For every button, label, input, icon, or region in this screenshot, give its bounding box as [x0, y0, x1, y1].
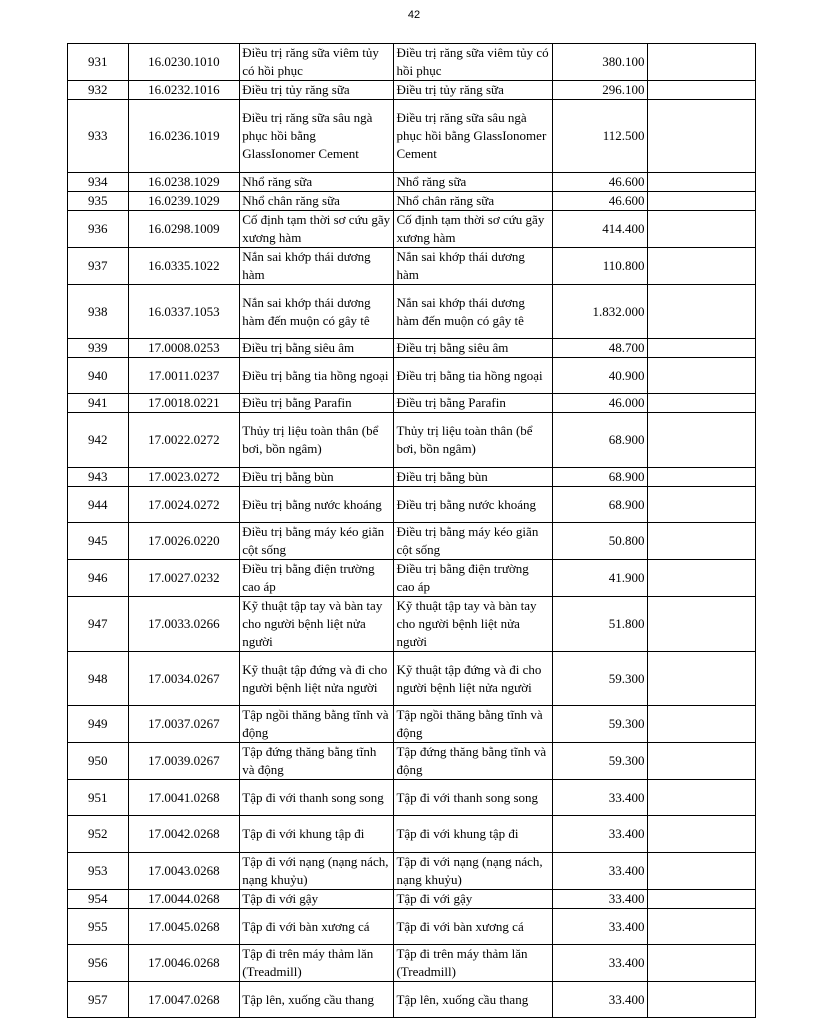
table-row: [68, 394, 756, 413]
note-cell: [647, 468, 756, 487]
table-row: [68, 413, 756, 468]
service-name-cell: Tập đi với bàn xương cá: [240, 909, 394, 945]
row-number-cell: 950: [68, 743, 129, 780]
service-code-cell: 17.0027.0232: [128, 560, 240, 597]
row-number-cell: 944: [68, 487, 129, 523]
table-row: [68, 706, 756, 743]
service-name-cell: Điều trị bằng máy kéo giãn cột sống: [240, 523, 394, 560]
service-name-approved-cell: Điều trị bằng tia hồng ngoại: [394, 358, 552, 394]
service-name-cell: Điều trị tủy răng sữa: [240, 81, 394, 100]
service-name-approved-cell: Tập đi với bàn xương cá: [394, 909, 552, 945]
table-row: [68, 358, 756, 394]
service-code-cell: 17.0041.0268: [128, 780, 240, 816]
service-name-approved-cell: Tập đi với khung tập đi: [394, 816, 552, 853]
service-code-cell: 17.0026.0220: [128, 523, 240, 560]
service-code-cell: 16.0230.1010: [128, 44, 240, 81]
service-name-approved-cell: Điều trị răng sữa viêm tủy có hồi phục: [394, 44, 552, 81]
table-row: [68, 248, 756, 285]
service-name-cell: Tập lên, xuống cầu thang: [240, 982, 394, 1018]
service-name-cell: Tập đi với gậy: [240, 890, 394, 909]
price-cell: 68.900: [552, 413, 647, 468]
note-cell: [647, 81, 756, 100]
note-cell: [647, 780, 756, 816]
service-code-cell: 17.0034.0267: [128, 652, 240, 706]
service-name-cell: Điều trị răng sữa viêm tủy có hồi phục: [240, 44, 394, 81]
price-cell: 59.300: [552, 743, 647, 780]
service-name-cell: Nhổ răng sữa: [240, 173, 394, 192]
price-cell: 296.100: [552, 81, 647, 100]
row-number-cell: 951: [68, 780, 129, 816]
table-row: [68, 909, 756, 945]
table-row: [68, 853, 756, 890]
service-name-approved-cell: Tập ngồi thăng bằng tĩnh và động: [394, 706, 552, 743]
price-table: [67, 43, 756, 1018]
service-name-approved-cell: Điều trị bằng siêu âm: [394, 339, 552, 358]
note-cell: [647, 652, 756, 706]
service-name-approved-cell: Nhổ răng sữa: [394, 173, 552, 192]
note-cell: [647, 248, 756, 285]
service-name-cell: Tập đi với thanh song song: [240, 780, 394, 816]
service-name-cell: Kỹ thuật tập tay và bàn tay cho người bệnh liệt nửa người: [240, 597, 394, 652]
price-cell: 40.900: [552, 358, 647, 394]
price-cell: 46.600: [552, 173, 647, 192]
table-row: [68, 780, 756, 816]
price-cell: 33.400: [552, 780, 647, 816]
service-name-approved-cell: Điều trị bằng máy kéo giãn cột sống: [394, 523, 552, 560]
service-name-cell: Tập đứng thăng bằng tĩnh và động: [240, 743, 394, 780]
note-cell: [647, 173, 756, 192]
row-number-cell: 943: [68, 468, 129, 487]
service-name-cell: Tập ngồi thăng bằng tĩnh và động: [240, 706, 394, 743]
service-name-approved-cell: Điều trị tủy răng sữa: [394, 81, 552, 100]
row-number-cell: 935: [68, 192, 129, 211]
price-cell: 33.400: [552, 982, 647, 1018]
note-cell: [647, 597, 756, 652]
row-number-cell: 938: [68, 285, 129, 339]
service-name-approved-cell: Nhổ chân răng sữa: [394, 192, 552, 211]
price-cell: 46.000: [552, 394, 647, 413]
service-name-approved-cell: Điều trị bằng điện trường cao áp: [394, 560, 552, 597]
price-cell: 68.900: [552, 468, 647, 487]
note-cell: [647, 211, 756, 248]
service-name-cell: Điều trị răng sữa sâu ngà phục hồi bằng GlassIonomer Cement: [240, 100, 394, 173]
service-code-cell: 16.0337.1053: [128, 285, 240, 339]
price-cell: 51.800: [552, 597, 647, 652]
row-number-cell: 934: [68, 173, 129, 192]
note-cell: [647, 100, 756, 173]
row-number-cell: 948: [68, 652, 129, 706]
price-cell: 33.400: [552, 890, 647, 909]
service-code-cell: 17.0045.0268: [128, 909, 240, 945]
row-number-cell: 949: [68, 706, 129, 743]
note-cell: [647, 413, 756, 468]
row-number-cell: 952: [68, 816, 129, 853]
table-row: [68, 339, 756, 358]
table-row: [68, 44, 756, 81]
row-number-cell: 940: [68, 358, 129, 394]
service-name-cell: Điều trị bằng tia hồng ngoại: [240, 358, 394, 394]
row-number-cell: 937: [68, 248, 129, 285]
table-row: [68, 468, 756, 487]
note-cell: [647, 523, 756, 560]
price-cell: 380.100: [552, 44, 647, 81]
table-row: [68, 285, 756, 339]
service-code-cell: 17.0022.0272: [128, 413, 240, 468]
service-code-cell: 17.0043.0268: [128, 853, 240, 890]
price-cell: 112.500: [552, 100, 647, 173]
row-number-cell: 956: [68, 945, 129, 982]
service-name-approved-cell: Thủy trị liệu toàn thân (bể bơi, bồn ngâm): [394, 413, 552, 468]
service-code-cell: 16.0232.1016: [128, 81, 240, 100]
table-row: [68, 890, 756, 909]
service-code-cell: 17.0046.0268: [128, 945, 240, 982]
table-row: [68, 560, 756, 597]
service-name-approved-cell: Tập đi với thanh song song: [394, 780, 552, 816]
service-name-approved-cell: Điều trị bằng bùn: [394, 468, 552, 487]
note-cell: [647, 44, 756, 81]
service-name-cell: Kỹ thuật tập đứng và đi cho người bệnh liệt nửa người: [240, 652, 394, 706]
row-number-cell: 957: [68, 982, 129, 1018]
service-name-cell: Điều trị bằng điện trường cao áp: [240, 560, 394, 597]
table-row: [68, 81, 756, 100]
note-cell: [647, 909, 756, 945]
table-row: [68, 743, 756, 780]
service-name-approved-cell: Điều trị răng sữa sâu ngà phục hồi bằng GlassIonomer Cement: [394, 100, 552, 173]
table-row: [68, 173, 756, 192]
service-name-cell: Nắn sai khớp thái dương hàm: [240, 248, 394, 285]
service-code-cell: 17.0047.0268: [128, 982, 240, 1018]
price-cell: 110.800: [552, 248, 647, 285]
price-cell: 1.832.000: [552, 285, 647, 339]
service-code-cell: 17.0033.0266: [128, 597, 240, 652]
service-code-cell: 17.0008.0253: [128, 339, 240, 358]
row-number-cell: 947: [68, 597, 129, 652]
note-cell: [647, 560, 756, 597]
service-name-cell: Tập đi với nạng (nạng nách, nạng khuỷu): [240, 853, 394, 890]
price-cell: 41.900: [552, 560, 647, 597]
row-number-cell: 946: [68, 560, 129, 597]
row-number-cell: 942: [68, 413, 129, 468]
service-name-approved-cell: Tập đi với gậy: [394, 890, 552, 909]
note-cell: [647, 285, 756, 339]
row-number-cell: 932: [68, 81, 129, 100]
note-cell: [647, 358, 756, 394]
service-code-cell: 17.0024.0272: [128, 487, 240, 523]
page-number: 42: [407, 9, 421, 21]
service-name-approved-cell: Tập đi trên máy thảm lăn (Treadmill): [394, 945, 552, 982]
note-cell: [647, 706, 756, 743]
row-number-cell: 939: [68, 339, 129, 358]
service-name-approved-cell: Tập lên, xuống cầu thang: [394, 982, 552, 1018]
price-cell: 33.400: [552, 816, 647, 853]
note-cell: [647, 890, 756, 909]
service-name-approved-cell: Tập đi với nạng (nạng nách, nạng khuỷu): [394, 853, 552, 890]
table-row: [68, 652, 756, 706]
row-number-cell: 945: [68, 523, 129, 560]
service-name-cell: Điều trị bằng Parafin: [240, 394, 394, 413]
service-code-cell: 16.0236.1019: [128, 100, 240, 173]
row-number-cell: 931: [68, 44, 129, 81]
service-name-cell: Nắn sai khớp thái dương hàm đến muộn có gây tê: [240, 285, 394, 339]
row-number-cell: 933: [68, 100, 129, 173]
service-code-cell: 17.0044.0268: [128, 890, 240, 909]
table-row: [68, 100, 756, 173]
service-name-cell: Điều trị bằng siêu âm: [240, 339, 394, 358]
note-cell: [647, 192, 756, 211]
table-row: [68, 211, 756, 248]
table-row: [68, 597, 756, 652]
note-cell: [647, 743, 756, 780]
service-code-cell: 17.0018.0221: [128, 394, 240, 413]
note-cell: [647, 982, 756, 1018]
service-code-cell: 16.0335.1022: [128, 248, 240, 285]
row-number-cell: 936: [68, 211, 129, 248]
service-code-cell: 17.0042.0268: [128, 816, 240, 853]
service-name-cell: Điều trị bằng bùn: [240, 468, 394, 487]
service-code-cell: 16.0239.1029: [128, 192, 240, 211]
price-cell: 33.400: [552, 853, 647, 890]
note-cell: [647, 816, 756, 853]
service-name-approved-cell: Kỹ thuật tập đứng và đi cho người bệnh liệt nửa người: [394, 652, 552, 706]
service-code-cell: 17.0037.0267: [128, 706, 240, 743]
price-cell: 414.400: [552, 211, 647, 248]
service-code-cell: 17.0039.0267: [128, 743, 240, 780]
service-name-approved-cell: Điều trị bằng Parafin: [394, 394, 552, 413]
table-row: [68, 192, 756, 211]
service-name-approved-cell: Nắn sai khớp thái dương hàm: [394, 248, 552, 285]
note-cell: [647, 945, 756, 982]
row-number-cell: 954: [68, 890, 129, 909]
service-code-cell: 16.0238.1029: [128, 173, 240, 192]
price-cell: 48.700: [552, 339, 647, 358]
note-cell: [647, 339, 756, 358]
service-name-approved-cell: Kỹ thuật tập tay và bàn tay cho người bệnh liệt nửa người: [394, 597, 552, 652]
price-cell: 59.300: [552, 706, 647, 743]
price-cell: 68.900: [552, 487, 647, 523]
price-cell: 46.600: [552, 192, 647, 211]
service-code-cell: 16.0298.1009: [128, 211, 240, 248]
service-name-cell: Cố định tạm thời sơ cứu gãy xương hàm: [240, 211, 394, 248]
price-cell: 59.300: [552, 652, 647, 706]
note-cell: [647, 853, 756, 890]
service-code-cell: 17.0023.0272: [128, 468, 240, 487]
price-cell: 33.400: [552, 909, 647, 945]
table-row: [68, 487, 756, 523]
service-name-cell: Tập đi với khung tập đi: [240, 816, 394, 853]
note-cell: [647, 394, 756, 413]
service-name-cell: Tập đi trên máy thảm lăn (Treadmill): [240, 945, 394, 982]
service-name-approved-cell: Tập đứng thăng bằng tĩnh và động: [394, 743, 552, 780]
price-cell: 33.400: [552, 945, 647, 982]
table-body: [68, 44, 756, 1018]
service-code-cell: 17.0011.0237: [128, 358, 240, 394]
service-name-cell: Điều trị bằng nước khoáng: [240, 487, 394, 523]
price-cell: 50.800: [552, 523, 647, 560]
note-cell: [647, 487, 756, 523]
service-name-cell: Thủy trị liệu toàn thân (bể bơi, bồn ngâm): [240, 413, 394, 468]
service-name-cell: Nhổ chân răng sữa: [240, 192, 394, 211]
service-name-approved-cell: Cố định tạm thời sơ cứu gãy xương hàm: [394, 211, 552, 248]
table-row: [68, 945, 756, 982]
row-number-cell: 953: [68, 853, 129, 890]
table-row: [68, 816, 756, 853]
table-row: [68, 523, 756, 560]
row-number-cell: 941: [68, 394, 129, 413]
table-row: [68, 982, 756, 1018]
service-name-approved-cell: Nắn sai khớp thái dương hàm đến muộn có gây tê: [394, 285, 552, 339]
service-name-approved-cell: Điều trị bằng nước khoáng: [394, 487, 552, 523]
row-number-cell: 955: [68, 909, 129, 945]
